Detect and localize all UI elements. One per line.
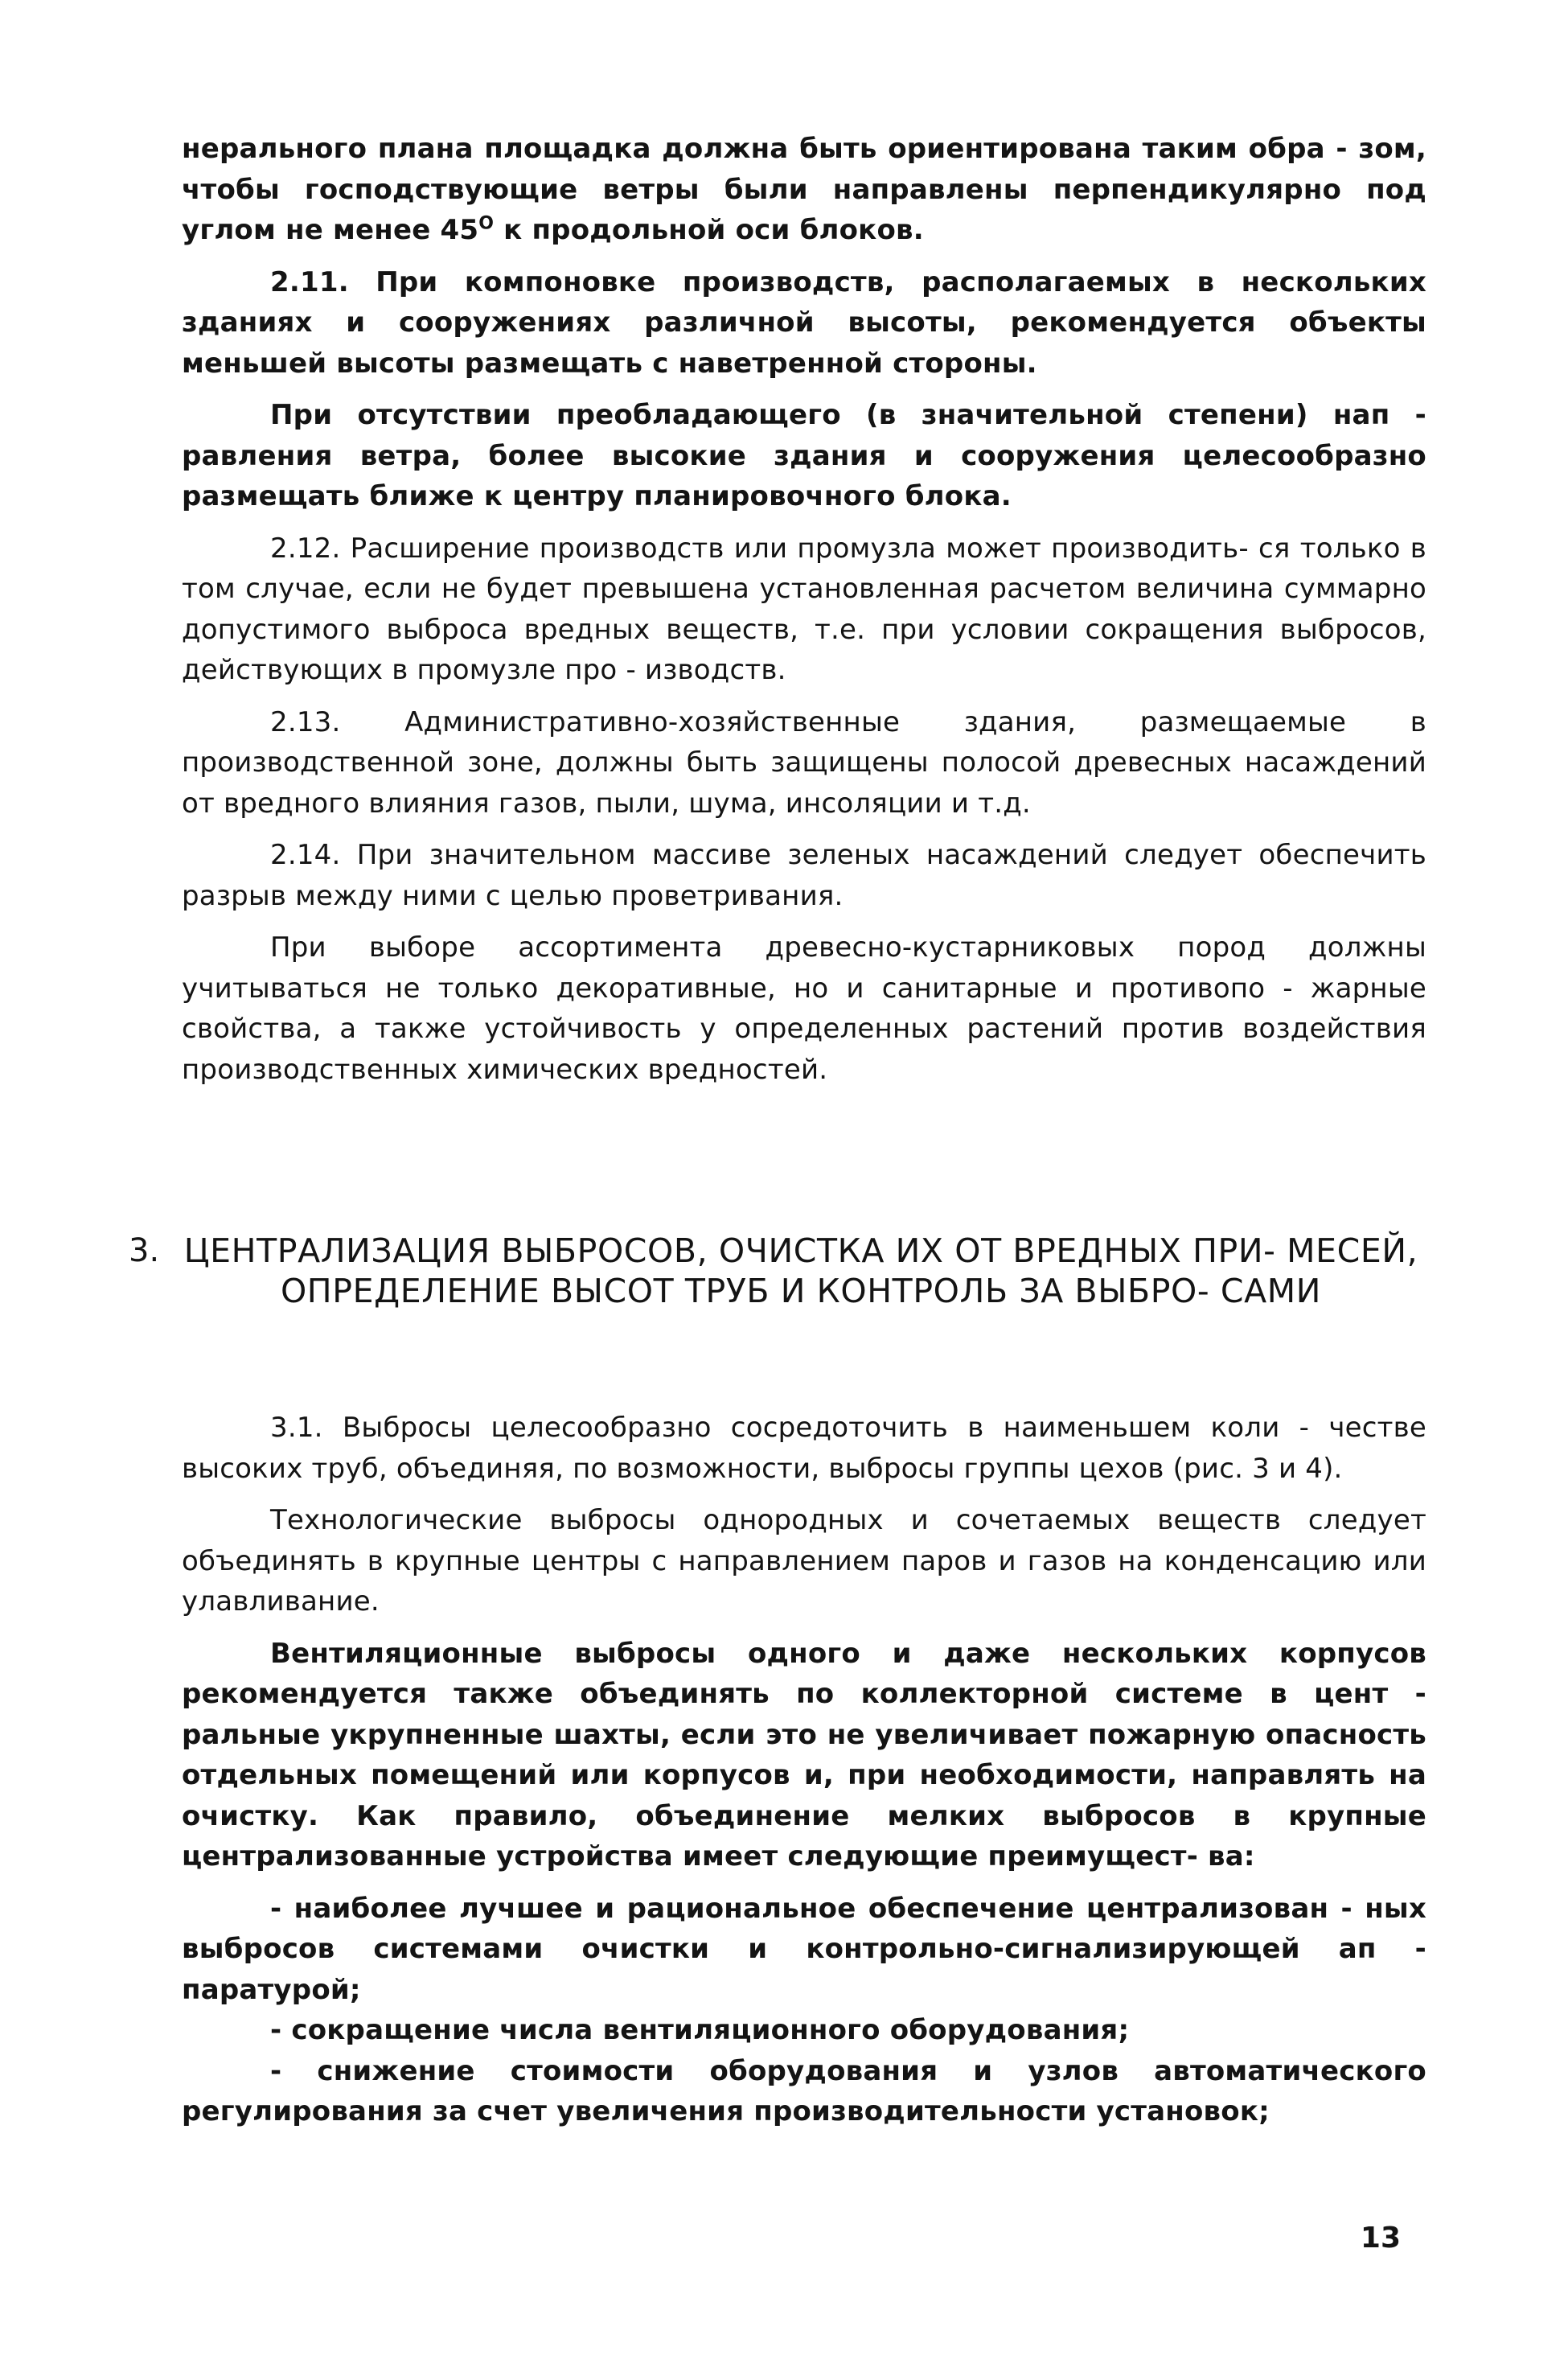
section-heading — [129, 1231, 1426, 1311]
section-title: ЦЕНТРАЛИЗАЦИЯ ВЫБРОСОВ, ОЧИСТКА ИХ ОТ ВРЕДНЫХ ПРИ- МЕСЕЙ, ОПРЕДЕЛЕНИЕ ВЫСОТ ТРУБ И КОНТРОЛЬ ЗА ВЫБРО- САМИ — [183, 1231, 1418, 1310]
paragraph-2-10-continued — [182, 129, 1426, 251]
text-block-top — [182, 129, 1426, 1090]
paragraph-3-1-b: Технологические выбросы однородных и сочетаемых веществ следует объединять в крупные центры с направлением паров и газов на конденсацию или улавливание. — [182, 1504, 1426, 1618]
list-item-advantage-2: - сокращение числа вентиляционного оборудования; — [270, 2014, 1130, 2046]
list-item-advantage-1: - наиболее лучшее и рациональное обеспечение централизован - ных выбросов системами очистки и контрольно-сигнализирующей ап - паратурой; — [182, 1892, 1426, 2006]
paragraph-3-1-c: Вентиляционные выбросы одного и даже нескольких корпусов рекомендуется также объединять по коллекторной системе в цент - ральные укрупненные шахты, если это не увеличивает пожарную опасность отдельных помещений или корпусов и, при необходимости, направлять на очистку. Как правило, объединение мелких выбросов в крупные централизованные устройства имеет следующие преимущест- ва: — [182, 1637, 1426, 1872]
list-item-advantage-3: - снижение стоимости оборудования и узлов автоматического регулирования за счет увеличения производительности установок; — [182, 2054, 1426, 2127]
degree-superscript: О — [478, 213, 495, 234]
paragraph-2-13: 2.13. Административно-хозяйственные здания, размещаемые в производственной зоне, должны быть защищены полосой древесных насаждений от вредного влияния газов, пыли, шума, инсоляции и т.д. — [182, 705, 1426, 820]
text-block-bottom — [182, 1408, 1426, 2132]
paragraph-2-11-b: При отсутствии преобладающего (в значительной степени) нап - равления ветра, более высокие здания и сооружения целесообразно размещать ближе к центру планировочного блока. — [182, 399, 1426, 512]
page-number: 13 — [1360, 2222, 1401, 2255]
paragraph-2-12: 2.12. Расширение производств или промузла может производить- ся только в том случае, если не будет превышена установленная расчетом величина суммарно допустимого выброса вредных веществ, т.е. при условии сокращения выбросов, действующих в промузле про - изводств. — [182, 532, 1426, 686]
section-number: 3. — [129, 1232, 160, 1269]
paragraph-text: нерального плана площадка должна быть ориентирована таким обра - зом, чтобы господствующие ветры были направлены перпендикулярно под углом не менее 45 — [182, 133, 1426, 246]
paragraph-2-14: 2.14. При значительном массиве зеленых насаждений следует обеспечить разрыв между ними с целью проветривания. — [182, 839, 1426, 912]
paragraph-text-end: к продольной оси блоков. — [494, 214, 924, 246]
paragraph-3-1: 3.1. Выбросы целесообразно сосредоточить в наименьшем коли - честве высоких труб, объединяя, по возможности, выбросы группы цехов (рис. 3 и 4). — [182, 1412, 1426, 1485]
paragraph-2-14-b: При выборе ассортимента древесно-кустарниковых пород должны учитываться не только декоративные, но и санитарные и противопо - жарные свойства, а также устойчивость у определенных растений против воздействия производственных химических вредностей. — [182, 931, 1426, 1086]
paragraph-2-11: 2.11. При компоновке производств, располагаемых в нескольких зданиях и сооружениях различной высоты, рекомендуется объекты меньшей высоты размещать с наветренной стороны. — [182, 265, 1426, 380]
